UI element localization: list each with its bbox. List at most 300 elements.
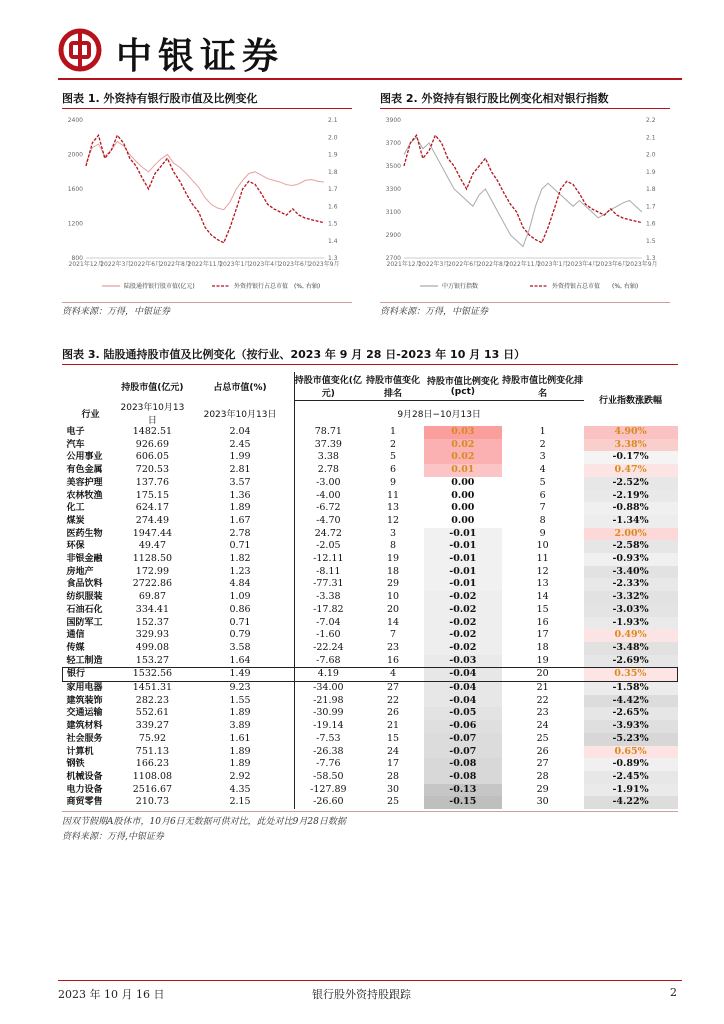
cell-pct: 0.00 (451, 476, 475, 488)
table-row (63, 464, 678, 477)
cell-pct: -0.04 (424, 682, 502, 695)
y-left-tick-label: 3700 (385, 140, 401, 147)
cell-ind: 公用事业 (66, 452, 103, 463)
cell-pct: -0.04 (424, 695, 502, 708)
cell-pct: -0.02 (424, 617, 502, 630)
cell-prank: 25 (536, 732, 549, 744)
y-right-tick-label: 2.0 (328, 134, 338, 142)
figure2-source: 资料来源：万得，中银证券 (380, 307, 489, 317)
cell-prank: 4 (539, 464, 546, 476)
cell-idx: -2.52% (584, 477, 678, 490)
figure2-title: 图表 2. 外资持有银行股比例变化相对银行指数 (380, 92, 609, 105)
figure1-title: 图表 1. 外资持有银行股市值及比例变化 (62, 92, 258, 105)
cell-share: 1.99 (229, 451, 251, 463)
cell-idx: 3.38% (584, 439, 678, 452)
y-right-tick-label: 1.5 (646, 237, 656, 245)
figure3-title: 图表 3. 陆股通持股市值及比例变化（按行业、2023 年 9 月 28 日-2023 年 10 月 13 日） (62, 348, 526, 361)
cell-share: 3.57 (229, 476, 251, 488)
cell-pct: 0.00 (451, 502, 475, 514)
y-left-tick-label: 800 (71, 255, 83, 262)
cell-prank: 29 (536, 783, 549, 795)
legend-label-2: 外资持银占总市值 (552, 283, 601, 290)
y-left-tick-label: 3900 (385, 117, 401, 124)
y-right-tick-label: 1.7 (328, 186, 338, 193)
cell-share: 0.86 (229, 603, 251, 615)
cell-ind: 商贸零售 (66, 797, 103, 808)
cell-prank: 15 (536, 603, 549, 615)
cell-rank: 12 (386, 514, 400, 526)
cell-rank: 8 (389, 540, 397, 552)
cell-prank: 23 (536, 707, 549, 719)
cell-prank: 3 (539, 451, 546, 463)
cell-chg: -26.60 (294, 796, 362, 809)
x-tick-label: 2022年6月 (129, 261, 162, 268)
cell-ind: 轻工制造 (66, 655, 103, 666)
x-tick-label: 2022年11月 (187, 261, 223, 268)
table-row (63, 746, 678, 759)
y-left-tick-label: 2000 (67, 151, 83, 159)
cell-rank: 29 (386, 578, 400, 590)
cell-mv: 606.05 (135, 451, 170, 463)
footer-date: 2023 年 10 月 16 日 (58, 988, 165, 1001)
cell-rank: 30 (386, 783, 400, 795)
cell-prank: 9 (539, 527, 546, 539)
cell-rank: 22 (386, 694, 400, 706)
cell-share: 1.89 (229, 758, 251, 770)
cell-chg: 3.38 (294, 451, 362, 464)
cell-chg: -7.68 (294, 655, 362, 668)
table-row (63, 629, 678, 642)
cell-mv: 137.76 (135, 476, 170, 488)
cell-rank: 25 (386, 796, 400, 808)
figure3-note: 因双节假期A股休市，10月6日无数据可供对比，此处对比9月28日数据 (62, 817, 346, 827)
cell-prank: 24 (536, 720, 549, 732)
cell-idx: -3.48% (584, 642, 678, 655)
cell-mv: 624.17 (135, 502, 170, 514)
cell-chg: -21.98 (294, 695, 362, 708)
header-share: 占总市值(%) (213, 382, 267, 393)
cell-mv: 926.69 (135, 438, 170, 450)
cell-idx: -2.45% (584, 771, 678, 784)
cell-idx: -0.17% (584, 451, 678, 464)
cell-pct: -0.01 (424, 540, 502, 553)
cell-chg: -6.72 (294, 502, 362, 515)
cell-prank: 8 (539, 514, 546, 526)
cell-mv: 175.15 (135, 489, 170, 501)
x-tick-label: 2022年3月 (418, 261, 450, 268)
figure1-chart (62, 112, 352, 300)
figure3-source: 资料来源：万得,中银证券 (62, 832, 164, 842)
cell-mv: 166.23 (135, 758, 170, 770)
cell-prank: 28 (536, 770, 549, 782)
cell-idx: -4.22% (584, 796, 678, 809)
cell-prank: 2 (539, 438, 546, 450)
cell-share: 0.71 (229, 616, 251, 628)
figure1-rule (62, 108, 352, 109)
cell-pct: -0.03 (424, 655, 502, 668)
y-right-tick-label: 1.3 (328, 255, 338, 262)
header-mv: 持股市值(亿元) (121, 382, 184, 393)
cell-pct: -0.07 (424, 733, 502, 746)
cell-mv: 75.92 (138, 732, 167, 744)
cell-share: 1.23 (229, 565, 251, 577)
cell-chg: -7.04 (294, 617, 362, 630)
cell-pct: -0.13 (424, 784, 502, 797)
cell-share: 4.35 (229, 783, 251, 795)
cell-ind: 银行 (63, 668, 119, 682)
cell-mv: 1947.44 (132, 527, 173, 539)
cell-chg: -26.38 (294, 746, 362, 759)
cell-idx: 0.35% (584, 668, 678, 682)
table-row (63, 515, 678, 528)
cell-pct: -0.04 (424, 668, 502, 682)
x-tick-label: 2023年6月 (596, 261, 628, 268)
cell-idx: 0.47% (584, 464, 678, 477)
cell-share: 2.78 (229, 527, 251, 539)
table-row (63, 784, 678, 797)
cell-mv: 720.53 (135, 464, 170, 476)
cell-ind: 有色金属 (66, 465, 103, 476)
cell-idx: -0.89% (584, 758, 678, 771)
cell-share: 1.64 (229, 654, 251, 666)
cell-rank: 23 (386, 641, 400, 653)
cell-rank: 11 (386, 489, 400, 501)
legend-label-3: (%, 右轴) (294, 283, 321, 290)
legend-label-1: 中万银行指数 (442, 283, 479, 290)
cell-rank: 19 (386, 553, 400, 565)
figure3-note-rule (62, 811, 678, 812)
cell-idx: 0.49% (584, 629, 678, 642)
cell-pct: 0.03 (424, 426, 502, 439)
cell-mv: 2516.67 (132, 783, 173, 795)
table-row (63, 617, 678, 630)
y-right-tick-label: 1.6 (328, 203, 338, 211)
header-pct-rank: 持股市值比例变化排名 (502, 375, 584, 399)
cell-pct: 0.02 (424, 439, 502, 452)
figure1-source: 资料来源：万得，中银证券 (62, 307, 171, 317)
cell-prank: 1 (539, 426, 546, 437)
cell-rank: 28 (386, 770, 400, 782)
header-industry: 行业 (81, 409, 100, 420)
y-left-tick-label: 1200 (67, 220, 83, 228)
cell-pct: -0.02 (424, 604, 502, 617)
cell-prank: 11 (536, 553, 549, 565)
cell-chg: -1.60 (294, 629, 362, 642)
cell-idx: -3.40% (584, 566, 678, 579)
y-left-tick-label: 2700 (385, 255, 401, 262)
cell-chg: -58.50 (294, 771, 362, 784)
x-tick-label: 2022年8月 (477, 261, 509, 268)
cell-chg: -4.00 (294, 490, 362, 503)
cell-pct: -0.01 (424, 553, 502, 566)
cell-rank: 26 (386, 707, 400, 719)
table-row (63, 540, 678, 553)
x-tick-label: 2023年4月 (566, 261, 599, 268)
cell-idx: -2.69% (584, 655, 678, 668)
cell-pct: -0.05 (424, 707, 502, 720)
x-tick-label: 2022年3月 (100, 261, 132, 268)
cell-share: 1.89 (229, 707, 251, 719)
cell-prank: 16 (536, 616, 549, 628)
table-row (63, 502, 678, 515)
table-row (63, 707, 678, 720)
y-right-tick-label: 2.1 (328, 117, 338, 124)
cell-mv: 274.49 (135, 514, 170, 526)
table-row (63, 490, 678, 503)
cell-mv: 1482.51 (132, 426, 173, 437)
cell-prank: 26 (536, 745, 549, 757)
cell-mv: 282.23 (135, 694, 170, 706)
table-row (63, 733, 678, 746)
cell-pct: 0.02 (424, 451, 502, 464)
cell-chg: 2.78 (294, 464, 362, 477)
cell-rank: 7 (389, 629, 397, 641)
cell-ind: 农林牧渔 (66, 490, 103, 501)
cell-mv: 1532.56 (118, 668, 186, 682)
cell-chg: 37.39 (294, 439, 362, 452)
cell-idx: -2.65% (584, 707, 678, 720)
cell-pct: 0.00 (451, 489, 475, 501)
cell-pct: -0.08 (424, 771, 502, 784)
cell-chg: -17.82 (294, 604, 362, 617)
table-row (63, 642, 678, 655)
cell-share: 4.84 (229, 578, 251, 590)
y-right-tick-label: 1.7 (646, 203, 656, 211)
cell-share: 2.92 (229, 770, 251, 782)
cell-prank: 30 (536, 796, 549, 808)
cell-chg: -19.14 (294, 720, 362, 733)
cell-chg: -127.89 (294, 784, 362, 797)
cell-idx: 4.90% (584, 426, 678, 439)
figure2-source-rule (380, 302, 670, 303)
cell-ind: 纺织服装 (66, 592, 103, 603)
cell-mv: 552.61 (135, 707, 170, 719)
legend-label-3: (%, 右轴) (612, 283, 639, 290)
y-right-tick-label: 1.3 (646, 255, 656, 262)
cell-share: 2.45 (229, 438, 251, 450)
table-row (63, 439, 678, 452)
cell-share: 1.89 (229, 502, 251, 514)
cell-ind: 煤炭 (66, 515, 85, 526)
cell-prank: 6 (539, 489, 546, 501)
table-row (63, 591, 678, 604)
cell-mv: 499.08 (135, 641, 170, 653)
series-line-2 (86, 135, 324, 242)
cell-rank: 27 (386, 682, 400, 694)
cell-prank: 21 (536, 682, 549, 694)
legend-label-1: 陆股通持银行股市值(亿元) (124, 283, 195, 290)
cell-mv: 2722.86 (132, 578, 173, 590)
figure1-source-rule (62, 302, 352, 303)
page-number: 2 (670, 986, 677, 999)
cell-ind: 食品饮料 (66, 579, 103, 590)
cell-idx: -3.03% (584, 604, 678, 617)
cell-idx: -2.19% (584, 490, 678, 503)
cell-ind: 交通运输 (66, 708, 103, 719)
cell-prank: 22 (536, 694, 549, 706)
table-row (63, 771, 678, 784)
cell-rank: 24 (386, 745, 400, 757)
footer-title: 银行股外资持股跟踪 (312, 988, 411, 1001)
cell-share: 0.79 (229, 629, 251, 641)
header-rule (58, 78, 682, 80)
cell-chg: 78.71 (294, 426, 362, 439)
cell-chg: -34.00 (294, 682, 362, 695)
cell-rank: 1 (389, 426, 397, 437)
cell-rank: 21 (386, 720, 400, 732)
header-pct-chg: 持股市值比例变化(pct) (426, 377, 499, 398)
cell-rank: 10 (386, 591, 400, 603)
cell-ind: 美容护理 (66, 477, 103, 488)
y-right-tick-label: 2.0 (646, 151, 656, 159)
cell-idx: 0.65% (584, 746, 678, 759)
cell-prank: 13 (536, 578, 549, 590)
cell-pct: -0.01 (424, 566, 502, 579)
cell-chg: -22.24 (294, 642, 362, 655)
bank-of-china-logo-icon (58, 28, 102, 72)
cell-idx: -0.93% (584, 553, 678, 566)
cell-rank: 20 (386, 603, 400, 615)
table-row (63, 655, 678, 668)
y-right-tick-label: 2.2 (646, 117, 656, 124)
x-tick-label: 2021年12月 (68, 261, 104, 268)
x-tick-label: 2023年6月 (278, 261, 310, 268)
cell-share: 2.81 (229, 464, 251, 476)
cell-rank: 15 (386, 732, 400, 744)
y-left-tick-label: 1600 (67, 186, 83, 193)
cell-pct: -0.01 (424, 578, 502, 591)
y-right-tick-label: 1.9 (328, 151, 338, 159)
cell-idx: -3.32% (584, 591, 678, 604)
table-row-highlight (63, 668, 678, 682)
cell-ind: 国防军工 (66, 617, 103, 628)
x-tick-label: 2023年4月 (248, 261, 281, 268)
cell-ind: 化工 (66, 503, 85, 514)
cell-ind: 医药生物 (66, 528, 103, 539)
table-row (63, 578, 678, 591)
header-mv-chg: 持股市值变化(亿元) (294, 372, 362, 400)
x-tick-label: 2023年9月 (308, 261, 340, 268)
cell-prank: 17 (536, 629, 549, 641)
cell-idx: -4.42% (584, 695, 678, 708)
cell-share: 2.15 (229, 796, 251, 808)
cell-pct: -0.02 (424, 629, 502, 642)
figure2-chart (380, 112, 670, 300)
cell-rank: 4 (362, 668, 424, 682)
cell-rank: 3 (389, 527, 397, 539)
figure2-rule (380, 108, 670, 109)
cell-share: 3.58 (229, 641, 251, 653)
cell-idx: -0.88% (584, 502, 678, 515)
header-date2: 2023年10月13日 (203, 409, 277, 420)
cell-prank: 7 (539, 502, 546, 514)
cell-ind: 传媒 (66, 642, 85, 653)
cell-rank: 14 (386, 616, 400, 628)
cell-share: 1.82 (229, 553, 251, 565)
cell-pct: -0.08 (424, 758, 502, 771)
cell-chg: -77.31 (294, 578, 362, 591)
x-tick-label: 2022年6月 (447, 261, 480, 268)
cell-ind: 家用电器 (66, 683, 103, 694)
cell-mv: 172.99 (135, 565, 170, 577)
cell-idx: 2.00% (584, 528, 678, 541)
cell-mv: 153.27 (135, 654, 170, 666)
cell-rank: 16 (386, 654, 400, 666)
cell-rank: 9 (389, 476, 397, 488)
cell-idx: -1.91% (584, 784, 678, 797)
header-idx: 行业指数涨跌幅 (599, 395, 663, 406)
cell-mv: 334.41 (135, 603, 170, 615)
cell-prank: 10 (536, 540, 549, 552)
table-row (63, 604, 678, 617)
cell-rank: 17 (386, 758, 400, 770)
cell-share: 1.55 (229, 694, 251, 706)
x-tick-label: 2021年12月 (386, 261, 422, 268)
cell-mv: 210.73 (135, 796, 170, 808)
cell-mv: 69.87 (138, 591, 167, 603)
x-tick-label: 2023年9月 (626, 261, 658, 268)
cell-prank: 12 (536, 565, 549, 577)
table-row (63, 528, 678, 541)
cell-ind: 机械设备 (66, 771, 103, 782)
cell-chg: -4.70 (294, 515, 362, 528)
x-tick-label: 2022年8月 (159, 261, 191, 268)
x-tick-label: 2022年11月 (505, 261, 541, 268)
y-left-tick-label: 2900 (385, 232, 401, 239)
cell-mv: 49.47 (138, 540, 167, 552)
table-row (63, 758, 678, 771)
cell-share: 1.67 (229, 514, 251, 526)
cell-idx: -5.23% (584, 733, 678, 746)
cell-prank: 14 (536, 591, 549, 603)
table-row (63, 695, 678, 708)
logo-text: 中银证券 (116, 36, 285, 77)
industry-table (62, 372, 678, 809)
cell-ind: 电力设备 (66, 784, 103, 795)
header-period: 9月28日−10月13日 (294, 400, 583, 426)
series-line-1 (404, 137, 642, 246)
cell-idx: -2.58% (584, 540, 678, 553)
table-row (63, 796, 678, 809)
cell-pct: 0.01 (424, 464, 502, 477)
x-tick-label: 2023年1月 (219, 261, 251, 268)
cell-idx: -2.33% (584, 578, 678, 591)
y-right-tick-label: 2.1 (646, 134, 656, 142)
footer-rule (58, 980, 682, 981)
cell-share: 3.89 (229, 720, 251, 732)
cell-pct: -0.06 (424, 720, 502, 733)
cell-share: 1.49 (186, 668, 294, 682)
cell-pct: -0.01 (424, 528, 502, 541)
cell-ind: 电子 (66, 427, 85, 437)
table-row (63, 682, 678, 695)
cell-prank: 5 (539, 476, 546, 488)
cell-mv: 339.27 (135, 720, 170, 732)
cell-mv: 1108.08 (132, 770, 173, 782)
table-row (63, 477, 678, 490)
cell-rank: 13 (386, 502, 400, 514)
cell-ind: 房地产 (66, 566, 94, 577)
y-right-tick-label: 1.6 (646, 220, 656, 228)
cell-share: 1.09 (229, 591, 251, 603)
cell-chg: -7.76 (294, 758, 362, 771)
cell-ind: 石油石化 (66, 604, 103, 615)
cell-share: 2.04 (229, 426, 251, 437)
cell-pct: -0.02 (424, 642, 502, 655)
cell-rank: 6 (389, 464, 397, 476)
table-row (63, 426, 678, 439)
cell-pct: 0.00 (451, 514, 475, 526)
